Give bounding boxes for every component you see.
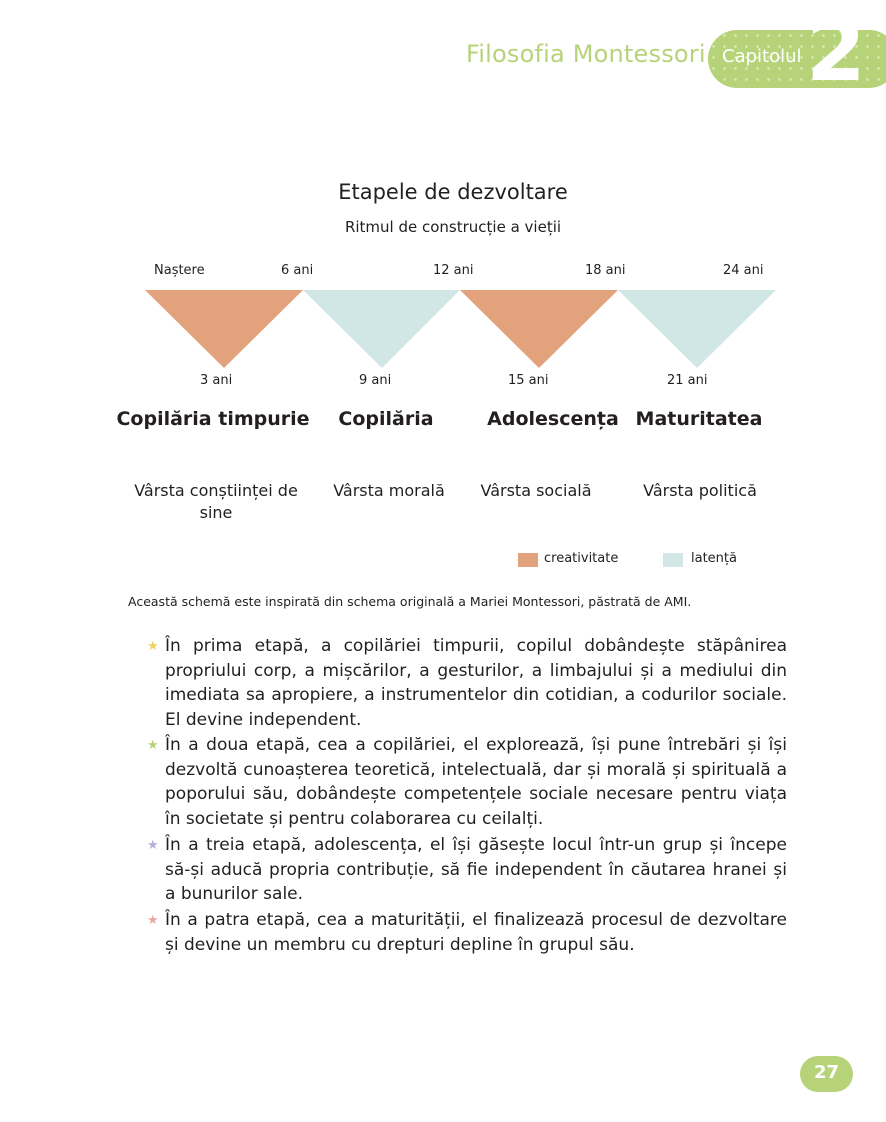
tick-6: 6 ani <box>281 263 314 278</box>
bullet-text: În prima etapă, a copilăriei timpurii, copilul dobândește stăpânirea propriului corp, a mișcărilor, a gesturilor, a limbajului și a mediului din imediata sa apropiere, a instrumentelor din cotidian, a codurilor sociale. El devine independent. <box>165 636 787 730</box>
chapter-number: 2 <box>806 1 866 101</box>
triangle-creativity-1 <box>145 290 303 368</box>
tick-18: 18 ani <box>585 263 626 278</box>
stage-age-childhood: Vârsta morală <box>333 481 445 500</box>
bullet-stage-2 <box>147 733 787 831</box>
tick-21: 21 ani <box>667 373 708 388</box>
source-note: Această schemă este inspirată din schema originală a Mariei Montessori, păstrată de AMI. <box>128 594 692 609</box>
stage-age-early-childhood: Vârsta conștiinței de sine <box>134 481 298 522</box>
star-icon: ★ <box>147 838 159 853</box>
star-icon: ★ <box>147 639 159 654</box>
legend-creativity-swatch <box>518 553 538 567</box>
chapter-label: Capitolul <box>722 46 802 67</box>
stage-name-early-childhood: Copilăria timpurie <box>116 408 310 430</box>
bullet-stage-1 <box>147 634 787 732</box>
triangle-latency-2 <box>618 290 776 368</box>
star-icon: ★ <box>147 913 159 928</box>
stage-age-adolescence: Vârsta socială <box>480 481 592 500</box>
tick-12: 12 ani <box>433 263 474 278</box>
stage-name-adolescence: Adolescența <box>487 408 619 430</box>
triangle-creativity-2 <box>460 290 618 368</box>
legend-latency-swatch <box>663 553 683 567</box>
stages-diagram <box>0 0 886 400</box>
bullet-stage-4 <box>147 908 787 957</box>
diagram-title: Etapele de dezvoltare <box>338 180 568 204</box>
legend-creativity-label: creativitate <box>544 551 619 566</box>
diagram-subtitle: Ritmul de construcție a vieții <box>344 218 562 236</box>
book-title: Filosofia Montessori <box>466 40 706 68</box>
tick-24: 24 ani <box>723 263 764 278</box>
bullet-text: În a patra etapă, cea a maturității, el finalizează procesul de dezvoltare și devine un membru cu drepturi depline în grupul său. <box>165 910 787 955</box>
bullet-text: În a doua etapă, cea a copilăriei, el explorează, își pune întrebări și își dezvoltă cunoașterea teoretică, intelectuală, dar și morală și spirituală a poporului său, dobândește competențele sociale necesare pentru viața în societate și pentru colaborarea cu ceilalți. <box>165 735 787 829</box>
bullet-text: În a treia etapă, adolescența, el își găsește locul într-un grup și începe să-și aducă propria contribuție, să fie independent în căutarea hranei și a bunurilor sale. <box>165 835 787 904</box>
stage-age-maturity: Vârsta politică <box>643 481 757 500</box>
tick-3: 3 ani <box>200 373 233 388</box>
tick-birth: Naștere <box>154 263 205 278</box>
tick-9: 9 ani <box>359 373 392 388</box>
legend-latency-label: latență <box>691 551 737 566</box>
page-number: 27 <box>813 1062 840 1083</box>
bullet-stage-3 <box>147 833 787 907</box>
star-icon: ★ <box>147 738 159 753</box>
stage-name-childhood: Copilăria <box>338 408 434 430</box>
stage-name-maturity: Maturitatea <box>635 408 763 430</box>
tick-15: 15 ani <box>508 373 549 388</box>
triangle-latency-1 <box>303 290 460 368</box>
